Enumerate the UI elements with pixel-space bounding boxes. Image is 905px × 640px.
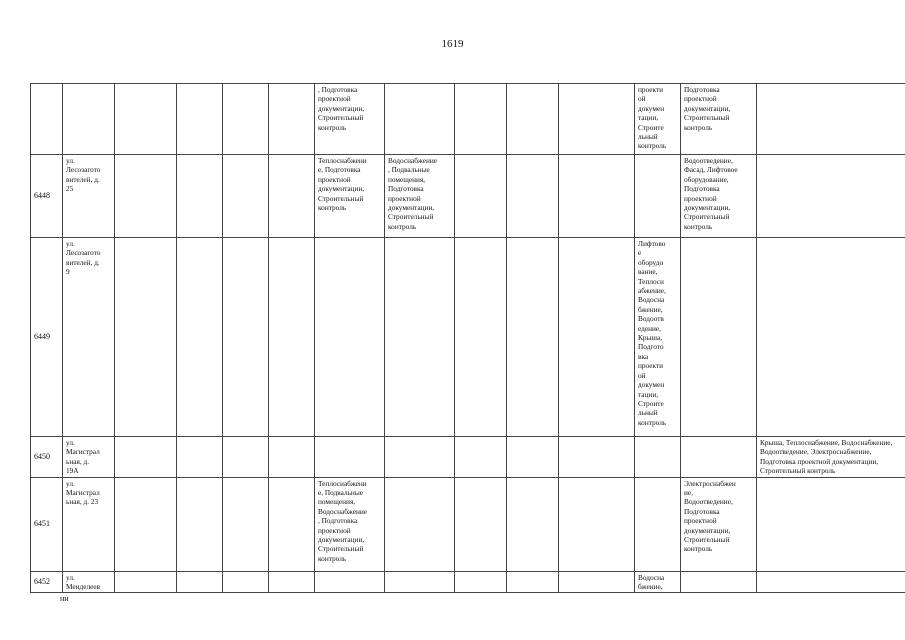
work-type-cell bbox=[507, 84, 559, 155]
table-row bbox=[31, 84, 905, 155]
work-type-cell bbox=[681, 238, 757, 437]
work-type-cell bbox=[223, 477, 269, 571]
work-type-cell bbox=[269, 571, 315, 593]
work-type-cell: Водосна бжение, bbox=[635, 571, 681, 593]
work-type-cell bbox=[757, 155, 905, 238]
work-type-cell: Лифтово е оборудо вание, Теплосн абжение, Водосна бжение, Водоотв едение, Крыша, Подгото вка проекти ой докумен тации, Строите льный контроль bbox=[635, 238, 681, 437]
work-type-cell bbox=[507, 155, 559, 238]
work-type-cell: Теплоснабжени е, Подвальные помещения, Водоснабжение , Подготовка проектной документации, Строительный контроль bbox=[315, 477, 385, 571]
work-type-cell bbox=[757, 84, 905, 155]
work-type-cell bbox=[455, 84, 507, 155]
table-row bbox=[31, 155, 905, 238]
work-type-cell: Водоснабжение , Подвальные помещения, Подготовка проектной документации, Строительный контроль bbox=[385, 155, 455, 238]
work-type-cell bbox=[507, 571, 559, 593]
work-type-cell bbox=[269, 477, 315, 571]
capital-repair-table bbox=[30, 83, 905, 593]
work-type-cell bbox=[315, 571, 385, 593]
work-type-cell bbox=[559, 571, 635, 593]
address-cell: ул. Менделеев bbox=[63, 571, 115, 593]
work-type-cell: Теплоснабжени е, Подготовка проектной документации, Строительный контроль bbox=[315, 155, 385, 238]
work-type-cell bbox=[559, 437, 635, 478]
work-type-cell bbox=[559, 84, 635, 155]
work-type-cell bbox=[115, 84, 177, 155]
work-type-cell bbox=[115, 477, 177, 571]
work-type-cell bbox=[757, 571, 905, 593]
address-cell: ул. Магистрал ьная, д. 19А bbox=[63, 437, 115, 478]
address-cell: ул. Лесозагото вителей, д. 9 bbox=[63, 238, 115, 437]
table-row bbox=[31, 437, 905, 478]
row-number-cell: 6450 bbox=[31, 437, 63, 478]
work-type-cell bbox=[559, 155, 635, 238]
work-type-cell bbox=[115, 238, 177, 437]
work-type-cell bbox=[115, 437, 177, 478]
row-number-cell: 6449 bbox=[31, 238, 63, 437]
work-type-cell bbox=[223, 571, 269, 593]
work-type-cell bbox=[455, 477, 507, 571]
row-number-cell: 6451 bbox=[31, 477, 63, 571]
work-type-cell bbox=[455, 571, 507, 593]
work-type-cell bbox=[455, 437, 507, 478]
work-type-cell bbox=[681, 571, 757, 593]
work-type-cell bbox=[757, 238, 905, 437]
work-type-cell bbox=[507, 238, 559, 437]
footnote: нн bbox=[60, 594, 69, 603]
work-type-cell: Водоотведение, Фасад, Лифтовое оборудование, Подготовка проектной документации, Строительный контроль bbox=[681, 155, 757, 238]
work-type-cell bbox=[455, 155, 507, 238]
page-number: 1619 bbox=[441, 38, 464, 50]
work-type-cell: проекти ой докумен тации, Строите льный контроль bbox=[635, 84, 681, 155]
work-type-cell: Крыша, Теплоснабжение, Водоснабжение, Водоотведение, Электроснабжение, Подготовка проектной документации, Строительный контроль bbox=[757, 437, 905, 478]
work-type-cell bbox=[635, 477, 681, 571]
work-type-cell bbox=[681, 437, 757, 478]
work-type-cell bbox=[177, 437, 223, 478]
work-type-cell bbox=[115, 155, 177, 238]
work-type-cell: , Подготовка проектной документации, Строительный контроль bbox=[315, 84, 385, 155]
work-type-cell bbox=[559, 477, 635, 571]
table-row bbox=[31, 571, 905, 593]
work-type-cell bbox=[223, 238, 269, 437]
work-type-cell bbox=[757, 477, 905, 571]
table-row bbox=[31, 477, 905, 571]
work-type-cell bbox=[115, 571, 177, 593]
work-type-cell bbox=[385, 238, 455, 437]
table-row bbox=[31, 238, 905, 437]
address-cell: ул. Лесозагото вителей, д. 25 bbox=[63, 155, 115, 238]
work-type-cell bbox=[315, 437, 385, 478]
work-type-cell bbox=[385, 571, 455, 593]
work-type-cell bbox=[269, 238, 315, 437]
row-number-cell bbox=[31, 84, 63, 155]
work-type-cell bbox=[269, 437, 315, 478]
work-type-cell bbox=[177, 238, 223, 437]
work-type-cell bbox=[223, 84, 269, 155]
work-type-cell bbox=[455, 238, 507, 437]
address-cell: ул. Магистрал ьная, д. 23 bbox=[63, 477, 115, 571]
work-type-cell bbox=[177, 477, 223, 571]
row-number-cell: 6448 bbox=[31, 155, 63, 238]
work-type-cell bbox=[223, 155, 269, 238]
work-type-cell: Электроснабжен ие, Водоотведение, Подготовка проектной документации, Строительный контроль bbox=[681, 477, 757, 571]
work-type-cell bbox=[177, 84, 223, 155]
work-type-cell bbox=[385, 84, 455, 155]
work-type-cell bbox=[507, 437, 559, 478]
work-type-cell bbox=[223, 437, 269, 478]
work-type-cell bbox=[385, 477, 455, 571]
row-number-cell: 6452 bbox=[31, 571, 63, 593]
work-type-cell bbox=[507, 477, 559, 571]
work-type-cell bbox=[177, 155, 223, 238]
work-type-cell bbox=[269, 84, 315, 155]
work-type-cell bbox=[177, 571, 223, 593]
address-cell bbox=[63, 84, 115, 155]
work-type-cell bbox=[269, 155, 315, 238]
work-type-cell bbox=[635, 437, 681, 478]
work-type-cell bbox=[315, 238, 385, 437]
work-type-cell bbox=[559, 238, 635, 437]
work-type-cell bbox=[635, 155, 681, 238]
work-type-cell: Подготовка проектной документации, Строительный контроль bbox=[681, 84, 757, 155]
work-type-cell bbox=[385, 437, 455, 478]
